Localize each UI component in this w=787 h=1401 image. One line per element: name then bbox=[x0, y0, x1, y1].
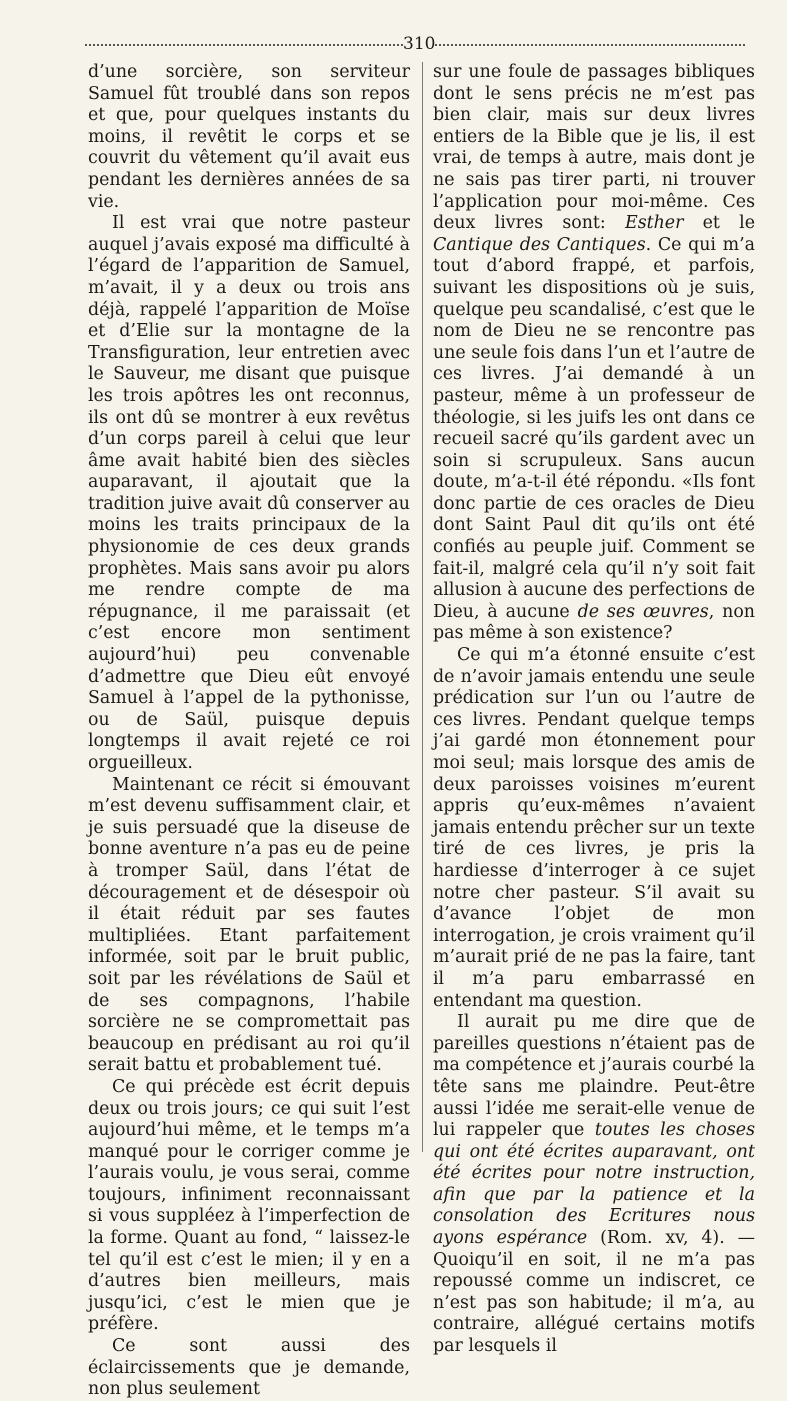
column-divider bbox=[422, 62, 423, 1152]
book-title: Cantique des Cantiques bbox=[433, 234, 646, 255]
page-number: 310 bbox=[403, 34, 436, 54]
paragraph: Ce qui précède est écrit depuis deux ou trois jours; ce qui suit l’est aujourd’hui même, et le temps m’a manqué pour le corriger comme je l’aurais voulu, je vous serai, comme toujours, infiniment reconnaissant si vous suppléez à l’imperfection de la forme. Quant au fond, “ laissez-le tel qu’il est c’est le mien; il y en a d’autres bien meilleurs, mais jusqu’ici, c’est le mien que je préfère. bbox=[88, 1076, 410, 1335]
scripture-reference: (Rom. xv, 4). — bbox=[587, 1228, 756, 1249]
paragraph: Ce qui m’a étonné ensuite c’est de n’avoir jamais entendu une seule prédication sur l’un ou l’autre de ces livres. Pendant quelque temps j’ai gardé mon étonnement pour moi seul; mais lorsque des amis de deux paroisses voisines m’eurent appris qu’eux-mêmes n’avaient jamais entendu prêcher sur un texte tiré de ces livres, je pris la hardiesse d’interroger à ce sujet notre cher pasteur. S’il avait su d’avance l’objet de mon interrogation, je crois vraiment qu’il m’aurait prié de ne pas la faire, tant il m’a paru embarrassé en entendant ma question. bbox=[433, 645, 755, 1011]
text-run: . Ce qui m’a tout d’abord frappé, et parfois, suivant les dispositions où je suis, quelque peu scandalisé, c’est que le nom de Dieu ne se rencontre pas une seule fois dans l’un et l’autre de ces livres. J’ai demandé à un pasteur, même à un professeur de théologie, si les juifs les ont dans ce recueil sacré qu’ils gardent avec un soin si scrupuleux. Sans aucun doute, m’a-t-il été répondu. «Ils font donc partie de ces oracles de Dieu dont Saint Paul dit qu’ils ont été confiés au peuple juif. Comment se fait-il, malgré cela qu’il n’y soit fait allusion à aucune des perfections de Dieu, à aucune bbox=[433, 234, 755, 622]
paragraph: d’une sorcière, son serviteur Samuel fût troublé dans son repos et que, pour quelques instants du moins, il revêtit le corps et se couvrit du vêtement qu’il avait eus pendant les dernières années de sa vie. bbox=[88, 62, 410, 212]
right-column bbox=[433, 62, 755, 1358]
paragraph bbox=[433, 62, 755, 645]
text-run: Il aurait pu me dire que de pareilles questions n’étaient pas de ma compétence et j’aurais courbé la tête sans me plaindre. Peut-être aussi l’idée me serait-elle venue de lui rappeler que bbox=[433, 1012, 755, 1141]
page-header bbox=[85, 34, 745, 54]
text-run: et le bbox=[683, 213, 755, 234]
paragraph bbox=[433, 1012, 755, 1358]
text-run: , non pas même à son existence? bbox=[433, 601, 755, 644]
header-rule-right bbox=[435, 44, 745, 46]
left-column bbox=[88, 62, 410, 1401]
scripture-quote: toutes les choses qui ont été écrites auparavant, ont été écrites pour notre instruction, afin que par la patience et la consolation des Ecritures nous ayons espérance bbox=[433, 1120, 756, 1249]
paragraph: Ce sont aussi des éclaircissements que je demande, non plus seulement bbox=[88, 1336, 410, 1400]
book-title: Esther bbox=[625, 213, 684, 234]
paragraph: Il est vrai que notre pasteur auquel j’avais exposé ma difficulté à l’égard de l’apparition de Samuel, m’avait, il y a deux ou trois ans déjà, rappelé l’apparition de Moïse et d’Elie sur la montagne de la Transfiguration, leur entretien avec le Sauveur, me disant que puisque les trois apôtres les ont reconnus, ils ont dû se montrer à eux revêtus d’un corps pareil à celui que leur âme avait habité bien des siècles auparavant, il ajoutait que la tradition juive avait dû conserver au moins les traits principaux de la physionomie de ces deux grands prophètes. Mais sans avoir pu alors me rendre compte de ma répugnance, il me paraissait (et c’est encore mon sentiment aujourd’hui) peu convenable d’admettre que Dieu eût envoyé Samuel à l’appel de la pythonisse, ou de Saül, puisque depuis longtemps il avait rejeté ce roi orgueilleux. bbox=[88, 213, 410, 773]
paragraph: Maintenant ce récit si émouvant m’est devenu suffisamment clair, et je suis persuadé que la diseuse de bonne aventure n’a pas eu de peine à tromper Saül, dans l’état de découragement et de désespoir où il était réduit par ses fautes multipliées. Etant parfaitement informée, soit par le bruit public, soit par les révélations de Saül et de ses compagnons, l’habile sorcière ne se compromettait pas beaucoup en prédisant au roi qu’il serait battu et probablement tué. bbox=[88, 774, 410, 1076]
emphasis: de ses œuvres bbox=[577, 601, 709, 622]
text-run: Quoiqu’il en soit, il ne m’a pas repoussé comme un indiscret, ce n’est pas son habitude; il m’a, au contraire, allégué certains motifs par lesquels il bbox=[433, 1249, 755, 1357]
text-run: sur une foule de passages bibliques dont le sens précis ne m’est pas bien clair, mais sur deux livres entiers de la Bible que je lis, il est vrai, de temps à autre, mais dont je ne sais pas tirer parti, ni trouver l’application pour moi-même. Ces deux livres sont: bbox=[433, 62, 755, 234]
header-rule-left bbox=[85, 44, 403, 46]
